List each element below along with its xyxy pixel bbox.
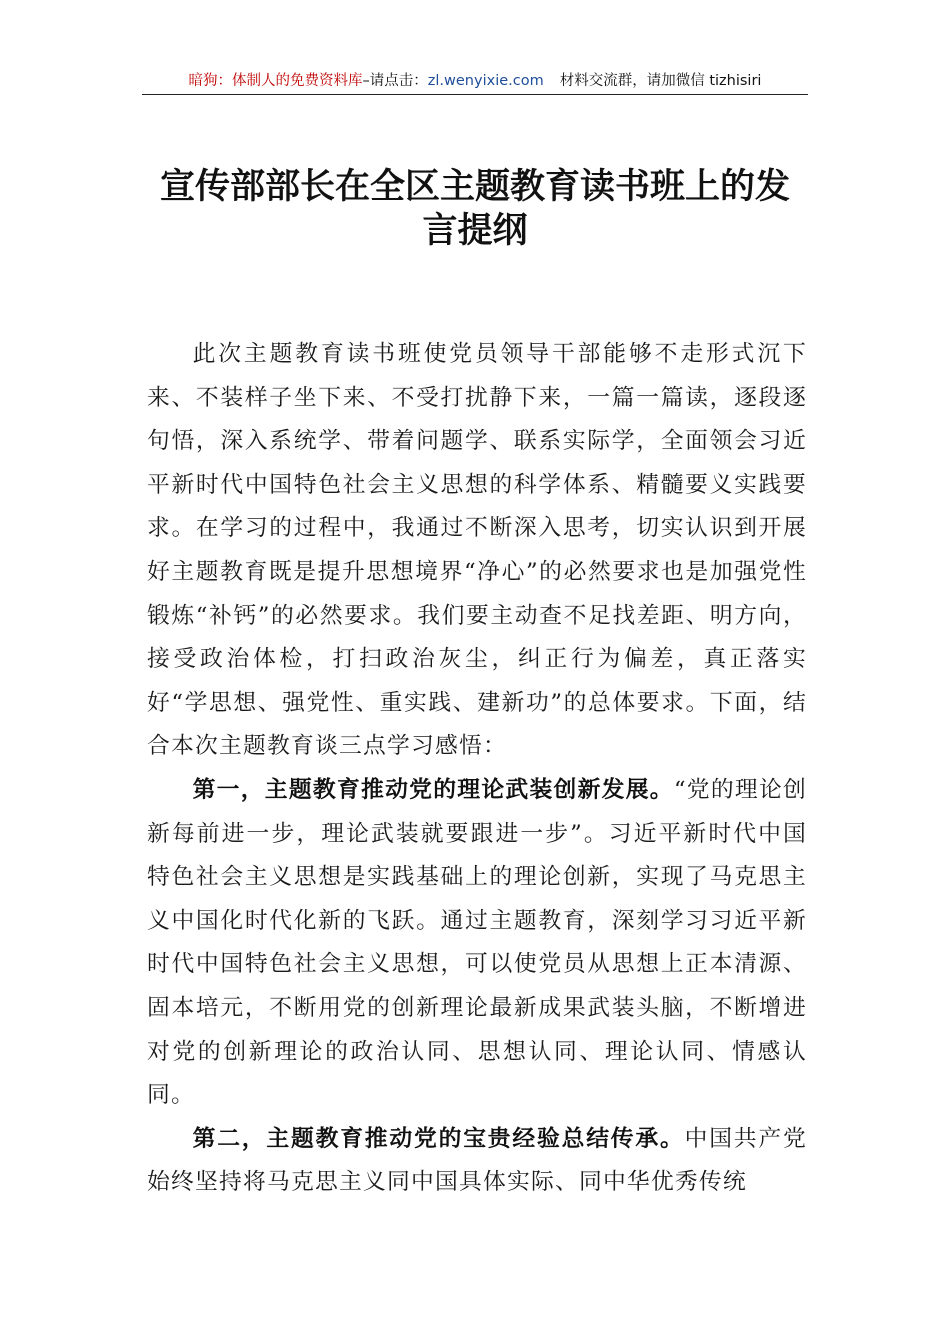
site-name: 暗狗：体制人的免费资料库	[188, 73, 363, 89]
watermark-header	[142, 72, 808, 95]
click-prompt: –请点击：	[362, 73, 428, 89]
document-title-line-1: 宣传部部长在全区主题教育读书班上的发	[159, 166, 790, 207]
paragraph-lead: 第二，主题教育推动党的宝贵经验总结传承。	[192, 1125, 685, 1152]
paragraph-text: 此次主题教育读书班使党员领导干部能够不走形式沉下来、不装样子坐下来、不受打扰静下来，一篇一篇读，逐段逐句悟，深入系统学、带着问题学、联系实际学，全面领会习近平新时代中国特色社会主义思想的科学体系、精髓要义实践要求。在学习的过程中，我通过不断深入思考，切实认识到开展好主题教育既是提升思想境界“净心”的必然要求也是加强党性锻炼“补钙”的必然要求。我们要主动查不足找差距、明方向，接受政治体检，打扫政治灰尘，纠正行为偏差，真正落实好“学思想、强党性、重实践、建新功”的总体要求。下面，结合本次主题教育谈三点学习感悟：	[147, 341, 807, 760]
document-body	[147, 333, 807, 1205]
site-url-link[interactable]: zl.wenyixie.com	[427, 73, 544, 89]
paragraph-intro	[147, 333, 807, 769]
paragraph-lead: 第一，主题教育推动党的理论武装创新发展。	[192, 776, 674, 803]
group-note: 材料交流群，请加微信 tizhisiri	[559, 73, 762, 89]
paragraph-point-1	[147, 769, 807, 1118]
paragraph-point-2	[147, 1118, 807, 1205]
paragraph-text: 中国共产党始终坚持将马克思主义同中国具体实际、同中华优秀传统	[147, 1125, 808, 1196]
document-title-line-2: 言提纲	[422, 210, 528, 251]
paragraph-text: “党的理论创新每前进一步，理论武装就要跟进一步”。习近平新时代中国特色社会主义思想是实践基础上的理论创新，实现了马克思主义中国化时代化新的飞跃。通过主题教育，深刻学习习近平新时代中国特色社会主义思想，可以使党员从思想上正本清源、固本培元，不断用党的创新理论最新成果武装头脑，不断增进对党的创新理论的政治认同、思想认同、理论认同、情感认同。	[147, 776, 808, 1109]
